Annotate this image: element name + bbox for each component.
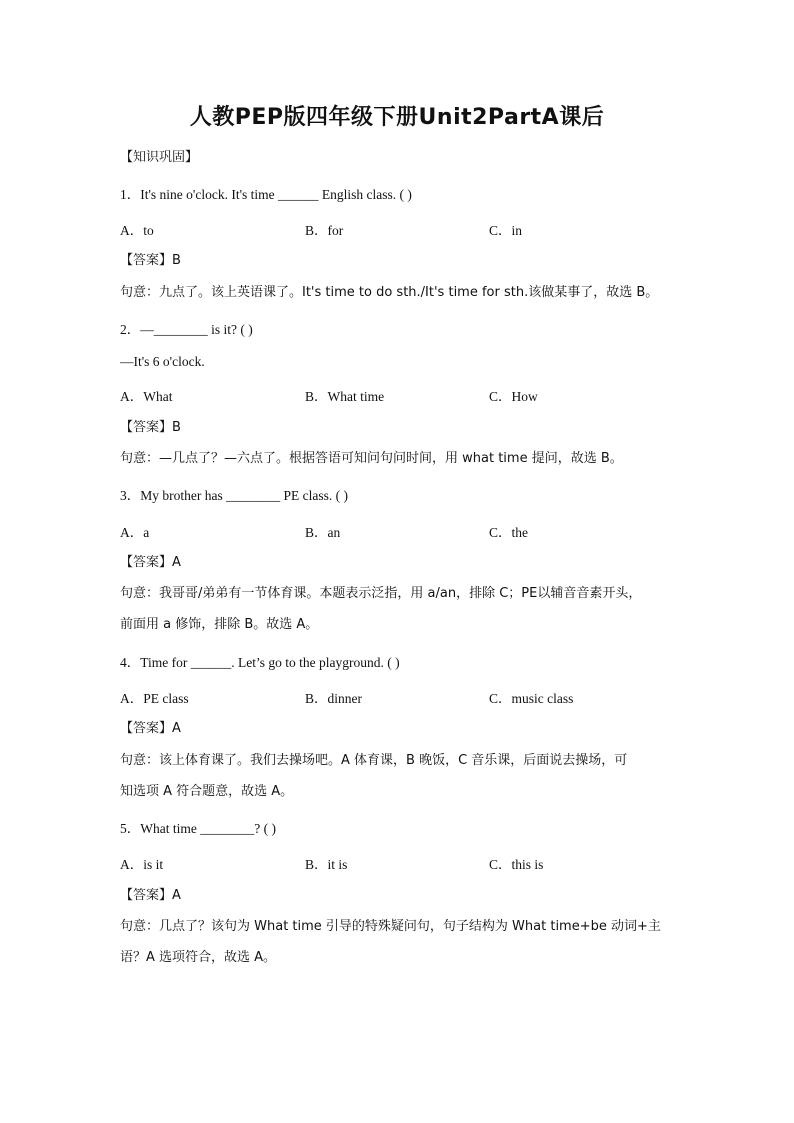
question-2-option-a: A．What	[120, 389, 173, 404]
question-5-stem: 5．What time ________? ( )	[120, 821, 276, 836]
question-4-answer	[120, 717, 181, 736]
question-1-option-a: A．to	[120, 223, 154, 238]
question-5-answer	[120, 884, 181, 903]
section-heading: 【知识巩固】	[120, 150, 199, 165]
question-4-option-c: C．music class	[489, 691, 574, 706]
question-1-option-c: C．in	[489, 223, 523, 238]
question-2-explanation: 句意：—几点了？—六点了。根据答语可知问句问时间，用 what time 提问，故选 B。	[120, 451, 623, 466]
question-2-option-c: C．How	[489, 389, 538, 404]
question-3-answer	[120, 551, 181, 570]
question-1-explanation: 句意：九点了。该上英语课了。It's time to do sth./It's time for sth.该做某事了，故选 B。	[120, 285, 659, 300]
question-3-option-a: A．a	[120, 525, 150, 540]
answer-value: B	[172, 253, 181, 268]
answer-label: 【答案】	[120, 420, 173, 435]
question-2-stem: 2．—________ is it? ( )	[120, 322, 253, 337]
question-3-option-c: C．the	[489, 525, 528, 540]
question-5-option-c: C．this is	[489, 857, 544, 872]
question-4-explanation-line-1: 句意：该上体育课了。我们去操场吧。A 体育课，B 晚饭，C 音乐课，后面说去操场，可	[120, 753, 628, 768]
answer-value: A	[172, 555, 181, 570]
question-2-reply: —It's 6 o'clock.	[120, 354, 205, 369]
question-3-option-b: B．an	[305, 525, 341, 540]
question-4-stem: 4．Time for ______. Let’s go to the playground. ( )	[120, 655, 400, 670]
question-2-answer	[120, 416, 181, 435]
question-1-answer	[120, 249, 181, 268]
question-4-option-a: A．PE class	[120, 691, 189, 706]
question-3-explanation-line-2: 前面用 a 修饰，排除 B。故选 A。	[120, 617, 319, 632]
answer-label: 【答案】	[120, 888, 173, 903]
answer-label: 【答案】	[120, 721, 173, 736]
answer-value: A	[172, 721, 181, 736]
question-2-option-b: B．What time	[305, 389, 385, 404]
page-title: 人教PEP版四年级下册Unit2PartA课后	[189, 105, 605, 130]
answer-label: 【答案】	[120, 253, 173, 268]
question-3-explanation-line-1: 句意：我哥哥/弟弟有一节体育课。本题表示泛指，用 a/an，排除 C；PE以辅音音素开头，	[120, 586, 642, 601]
answer-value: B	[172, 420, 181, 435]
question-5-explanation-line-1: 句意：几点了？该句为 What time 引导的特殊疑问句，句子结构为 What time+be 动词+主	[120, 919, 661, 934]
question-1-option-b: B．for	[305, 223, 344, 238]
question-1-stem: 1．It's nine o'clock. It's time ______ English class. ( )	[120, 187, 412, 202]
question-3-stem: 3．My brother has ________ PE class. ( )	[120, 488, 348, 503]
question-5-explanation-line-2: 语？A 选项符合，故选 A。	[120, 950, 277, 965]
question-5-option-b: B．it is	[305, 857, 348, 872]
answer-value: A	[172, 888, 181, 903]
question-4-explanation-line-2: 知选项 A 符合题意，故选 A。	[120, 784, 294, 799]
question-5-option-a: A．is it	[120, 857, 164, 872]
question-4-option-b: B．dinner	[305, 691, 362, 706]
answer-label: 【答案】	[120, 555, 173, 570]
